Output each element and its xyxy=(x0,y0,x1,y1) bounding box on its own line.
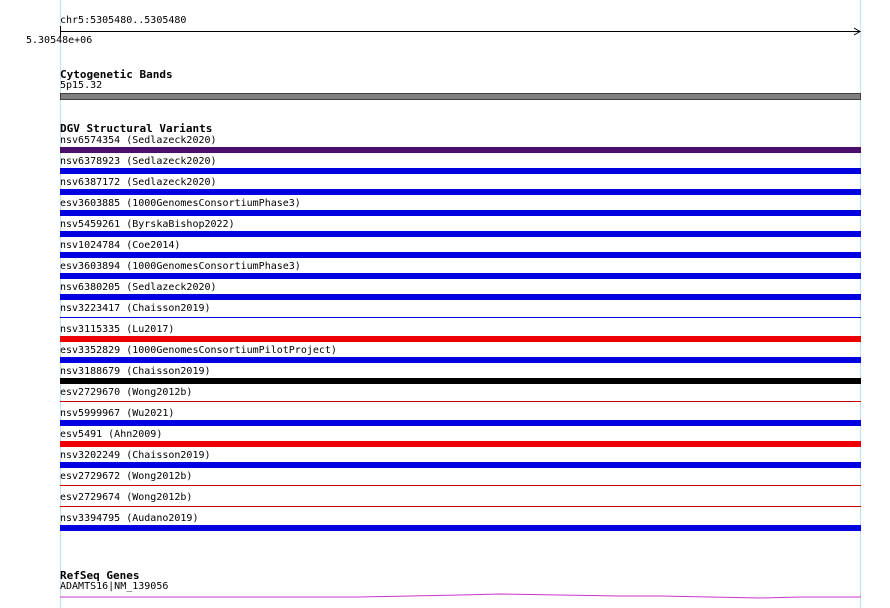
dgv-variant-label: nsv3223417 (Chaisson2019) xyxy=(60,303,211,314)
ruler-axis xyxy=(60,31,860,32)
refseq-gene-label[interactable]: ADAMTS16|NM_139056 xyxy=(60,581,169,592)
dgv-variant-row[interactable] xyxy=(60,261,860,282)
refseq-track-title: RefSeq Genes xyxy=(60,569,140,582)
cytoband-label[interactable]: 5p15.32 xyxy=(60,80,103,91)
refseq-gene-feature[interactable] xyxy=(60,592,861,602)
dgv-variant-label: esv3603885 (1000GenomesConsortiumPhase3) xyxy=(60,198,301,209)
dgv-variant-bar[interactable] xyxy=(60,189,861,195)
dgv-variant-label: esv3603894 (1000GenomesConsortiumPhase3) xyxy=(60,261,301,272)
cytoband-track-title: Cytogenetic Bands xyxy=(60,68,173,81)
dgv-variant-label: nsv1024784 (Coe2014) xyxy=(60,240,181,251)
dgv-variant-row[interactable] xyxy=(60,492,860,513)
dgv-variant-label: nsv6574354 (Sedlazeck2020) xyxy=(60,135,217,146)
dgv-variant-label: nsv3394795 (Audano2019) xyxy=(60,513,199,524)
arrow-right-icon xyxy=(853,27,861,36)
dgv-variant-row[interactable] xyxy=(60,408,860,429)
dgv-variant-bar[interactable] xyxy=(60,485,861,486)
right-view-boundary xyxy=(860,0,861,608)
dgv-variant-bar[interactable] xyxy=(60,317,861,318)
dgv-variant-row[interactable] xyxy=(60,240,860,261)
ruler-tick-label: 5.30548e+06 xyxy=(26,35,93,46)
dgv-variant-bar[interactable] xyxy=(60,420,861,426)
dgv-variant-row[interactable] xyxy=(60,366,860,387)
dgv-variant-row[interactable] xyxy=(60,450,860,471)
dgv-variant-row[interactable] xyxy=(60,429,860,450)
dgv-variant-row[interactable] xyxy=(60,282,860,303)
dgv-variant-bar[interactable] xyxy=(60,231,861,237)
dgv-variant-row[interactable] xyxy=(60,303,860,324)
dgv-variant-label: nsv6378923 (Sedlazeck2020) xyxy=(60,156,217,167)
dgv-variant-bar[interactable] xyxy=(60,252,861,258)
dgv-variant-bar[interactable] xyxy=(60,441,861,447)
dgv-variant-label: esv2729674 (Wong2012b) xyxy=(60,492,193,503)
dgv-variant-label: esv2729672 (Wong2012b) xyxy=(60,471,193,482)
dgv-variant-row[interactable] xyxy=(60,345,860,366)
dgv-variant-bar[interactable] xyxy=(60,336,861,342)
dgv-variant-label: nsv5459261 (ByrskaBishop2022) xyxy=(60,219,235,230)
dgv-variant-row[interactable] xyxy=(60,198,860,219)
dgv-variant-bar[interactable] xyxy=(60,462,861,468)
dgv-variant-bar[interactable] xyxy=(60,506,861,507)
dgv-variant-label: esv2729670 (Wong2012b) xyxy=(60,387,193,398)
dgv-variant-row[interactable] xyxy=(60,513,860,534)
dgv-variant-row[interactable] xyxy=(60,135,860,156)
dgv-variant-label: nsv6387172 (Sedlazeck2020) xyxy=(60,177,217,188)
dgv-variant-label: nsv6380205 (Sedlazeck2020) xyxy=(60,282,217,293)
dgv-variant-label: nsv3202249 (Chaisson2019) xyxy=(60,450,211,461)
dgv-variant-label: nsv3188679 (Chaisson2019) xyxy=(60,366,211,377)
dgv-variant-row[interactable] xyxy=(60,471,860,492)
dgv-variant-label: esv5491 (Ahn2009) xyxy=(60,429,163,440)
dgv-variant-bar[interactable] xyxy=(60,357,861,363)
dgv-variant-bar[interactable] xyxy=(60,168,861,174)
dgv-variant-bar[interactable] xyxy=(60,525,861,531)
dgv-variant-bar[interactable] xyxy=(60,294,861,300)
dgv-variant-bar[interactable] xyxy=(60,401,861,402)
dgv-variant-bar[interactable] xyxy=(60,273,861,279)
dgv-variant-row[interactable] xyxy=(60,387,860,408)
dgv-variant-row[interactable] xyxy=(60,219,860,240)
dgv-variant-row[interactable] xyxy=(60,177,860,198)
dgv-variant-label: nsv5999967 (Wu2021) xyxy=(60,408,175,419)
dgv-variant-row[interactable] xyxy=(60,324,860,345)
dgv-variant-label: esv3352829 (1000GenomesConsortiumPilotProject) xyxy=(60,345,337,356)
dgv-track-title: DGV Structural Variants xyxy=(60,122,213,135)
dgv-variant-bar[interactable] xyxy=(60,378,861,384)
dgv-variant-row[interactable] xyxy=(60,156,860,177)
region-label: chr5:5305480..5305480 xyxy=(60,15,187,26)
dgv-variant-bar[interactable] xyxy=(60,210,861,216)
dgv-variant-label: nsv3115335 (Lu2017) xyxy=(60,324,175,335)
dgv-variant-bar[interactable] xyxy=(60,147,861,153)
cytoband-bar[interactable] xyxy=(60,93,861,100)
